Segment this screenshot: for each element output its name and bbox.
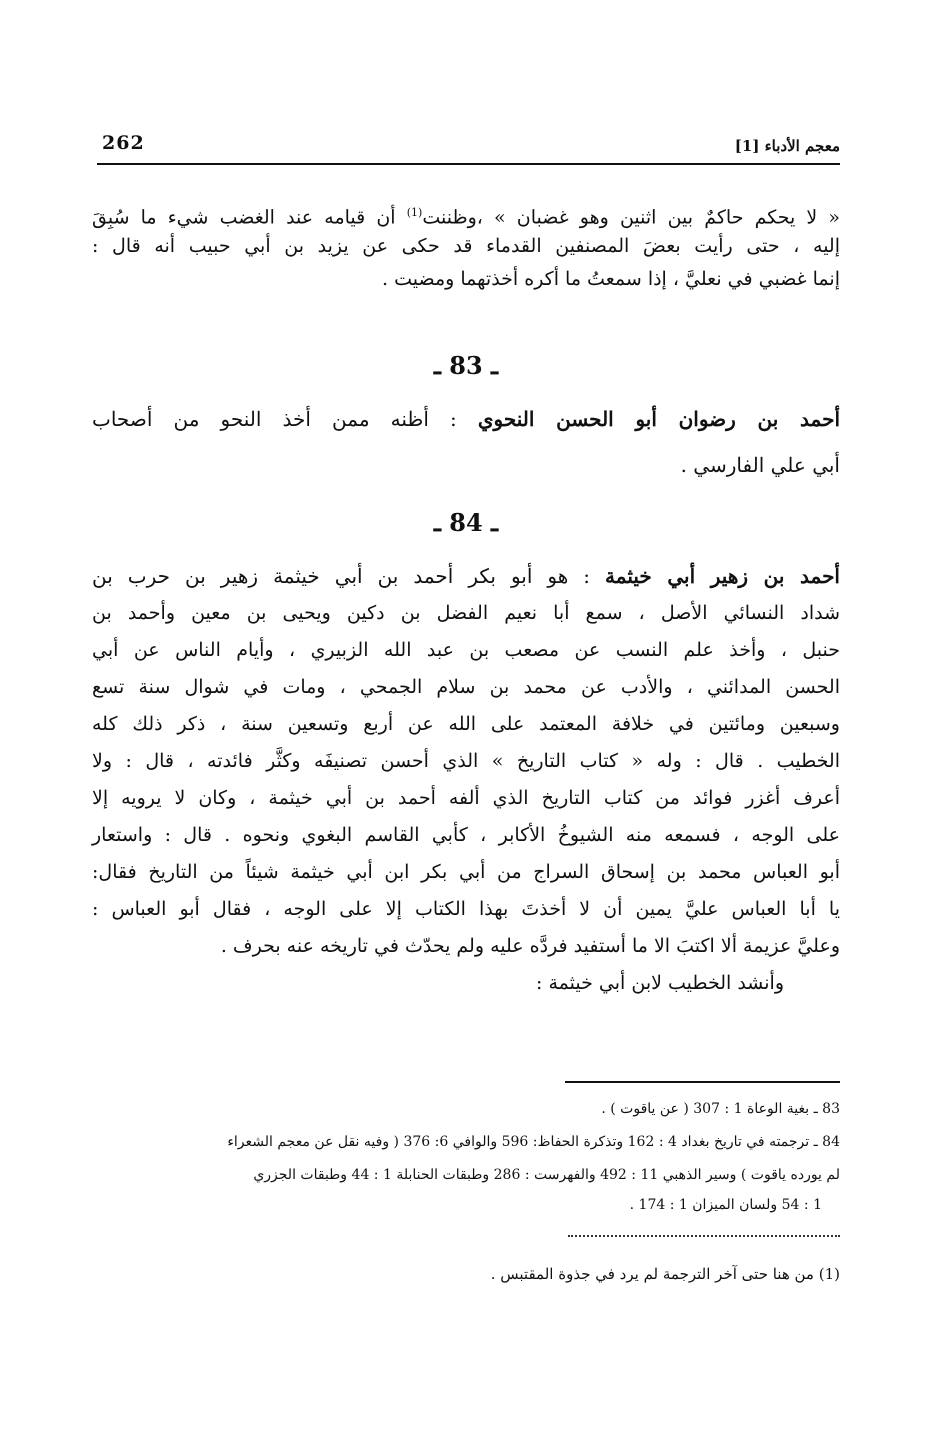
footnote-dotted-rule [568, 1235, 840, 1237]
entry-84-line: وعليَّ عزيمة ألا اكتبَ الا ما أستفيد فردَّه عليه ولم يحدّث في تاريخه عنه بحرف . [220, 935, 840, 957]
page-number: 262 [102, 132, 145, 154]
entry-84-line: على الوجه ، فسمعه منه الشيوخُ الأكابر ، كأبي القاسم البغوي ونحوه . قال : واستعار [92, 824, 840, 846]
footnote-rule [565, 1081, 840, 1083]
entry-84-number: ـ 84 ـ [433, 508, 499, 537]
footnote-84-line-3: 1 : 54 ولسان الميزان 1 : 174 . [629, 1197, 822, 1213]
entry-84-line: الخطيب . قال : وله « كتاب التاريخ » الذي أحسن تصنيفَه وكثَّر فائدته ، قال : ولا [92, 750, 840, 772]
entry-84-line: حنبل ، وأخذ علم النسب عن مصعب بن عبد الله الزبيري ، وأيام الناس عن أبي [92, 639, 840, 661]
entry-84-line: يا أبا العباس عليَّ يمين أن لا أخذتَ بهذا الكتاب إلا على الوجه ، فقال أبو العباس : [92, 898, 840, 920]
intro-line-1: « لا يحكم حاكمٌ بين اثنين وهو غضبان » ،وظننت$^{(1)}$ أن قيامه عند الغضب شيء ما سُبِقَ [92, 206, 840, 229]
entry-83-line-2: أبي علي الفارسي . [680, 453, 840, 477]
entry-84-line: أعرف أغزر فوائد من كتاب التاريخ الذي ألفه أحمد بن أبي خيثمة ، وكان لا يرويه إلا [92, 787, 840, 809]
entry-84-line: شداد النسائي الأصل ، سمع أبا نعيم الفضل بن دكين ويحيى بن معين وأحمد بن [92, 602, 840, 624]
entry-84-name: أحمد بن زهير أبي خيثمة [605, 564, 840, 588]
footnote-1: (1) من هنا حتى آخر الترجمة لم يرد في جذوة المقتبس . [490, 1265, 840, 1283]
entry-84-line: الحسن المدائني ، والأدب عن محمد بن سلام الجمحي ، ومات في شوال سنة تسع [92, 676, 840, 698]
entry-84-last-line: وأنشد الخطيب لابن أبي خيثمة : [536, 972, 784, 994]
running-title: معجم الأدباء [1] [734, 137, 840, 155]
footnote-84-line-2: لم يورده ياقوت ) وسير الذهبي 11 : 492 والفهرست : 286 وطبقات الحنابلة 1 : 44 وطبقات الجزري [253, 1167, 840, 1183]
footnote-ref-1: (1) [406, 206, 423, 219]
entry-84-line-1: أحمد بن زهير أبي خيثمة : هو أبو بكر أحمد بن أبي خيثمة زهير بن حرب بن [92, 564, 840, 588]
entry-83-number: ـ 83 ـ [433, 351, 499, 380]
header-rule [97, 163, 840, 165]
footnote-84-line-1: 84 ـ ترجمته في تاريخ بغداد 4 : 162 وتذكرة الحفاظ: 596 والوافي 6: 376 ( وفيه نقل عن معجم الشعراء [227, 1134, 840, 1150]
entry-84-line: وسبعين ومائتين في خلافة المعتمد على الله عن أربع وتسعين سنة ، ذكر ذلك كله [92, 713, 840, 735]
footnote-83: 83 ـ بغية الوعاة 1 : 307 ( عن ياقوت ) . [601, 1101, 840, 1117]
intro-line-3: إنما غضبي في نعليَّ ، إذا سمعتُ ما أكره أخذتهما ومضيت . [382, 268, 840, 290]
entry-84-line: أبو العباس محمد بن إسحاق السراج من أبي بكر ابن أبي خيثمة شيئاً من التاريخ فقال: [92, 861, 840, 883]
entry-83-name: أحمد بن رضوان أبو الحسن النحوي [477, 407, 840, 431]
intro-line-2: إليه ، حتى رأيت بعضَ المصنفين القدماء قد حكى عن يزيد بن أبي حبيب أنه قال : [92, 235, 840, 257]
entry-83-line-1: أحمد بن رضوان أبو الحسن النحوي : أظنه ممن أخذ النحو من أصحاب [92, 407, 840, 431]
